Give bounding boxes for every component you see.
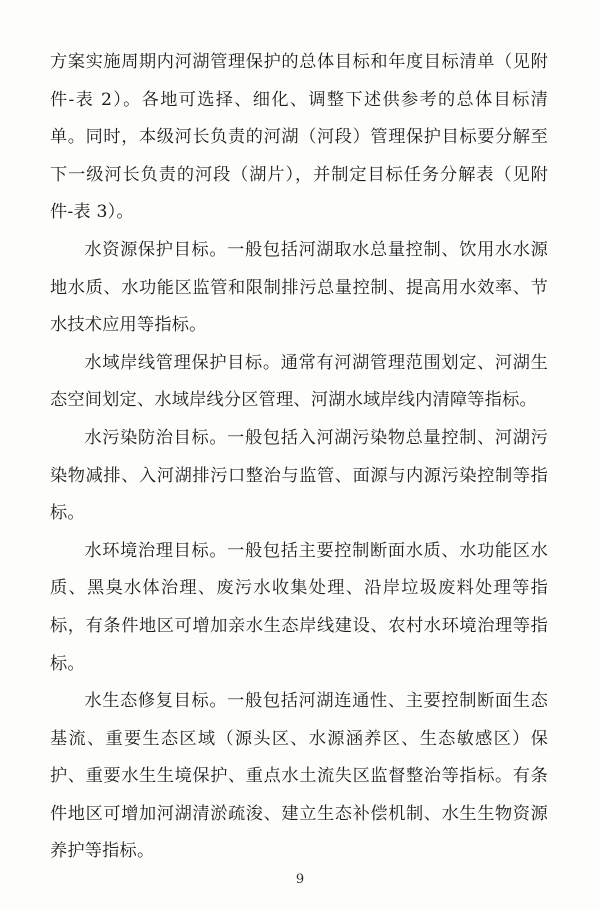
paragraph: 水资源保护目标。一般包括河湖取水总量控制、饮用水水源地水质、水功能区监管和限制排污总量控制、提高用水效率、节水技术应用等指标。 bbox=[50, 239, 548, 336]
paragraph: 水污染防治目标。一般包括入河湖污染物总量控制、河湖污染物减排、入河湖排污口整治与监管、面源与内源污染控制等指标。 bbox=[50, 427, 548, 524]
paragraph: 方案实施周期内河湖管理保护的总体目标和年度目标清单（见附件-表 2）。各地可选择、细化、调整下述供参考的总体目标清单。同时，本级河长负责的河湖（河段）管理保护目标要分解至下一级河长负责的河段（湖片），并制定目标任务分解表（见附件-表 3）。 bbox=[50, 52, 548, 223]
paragraph: 水生态修复目标。一般包括河湖连通性、主要控制断面生态基流、重要生态区域（源头区、水源涵养区、生态敏感区）保护、重要水生生境保护、重点水土流失区监督整治等指标。有条件地区可增加河湖清淤疏浚、建立生态补偿机制、水生生物资源养护等指标。 bbox=[50, 691, 548, 862]
document-body bbox=[50, 44, 548, 871]
paragraph: 水域岸线管理保护目标。通常有河湖管理范围划定、河湖生态空间划定、水域岸线分区管理、河湖水域岸线内清障等指标。 bbox=[50, 352, 548, 411]
page-number: 9 bbox=[295, 872, 305, 887]
paragraph: 水环境治理目标。一般包括主要控制断面水质、水功能区水质、黑臭水体治理、废污水收集处理、沿岸垃圾废料处理等指标，有条件地区可增加亲水生态岸线建设、农村水环境治理等指标。 bbox=[50, 540, 548, 674]
